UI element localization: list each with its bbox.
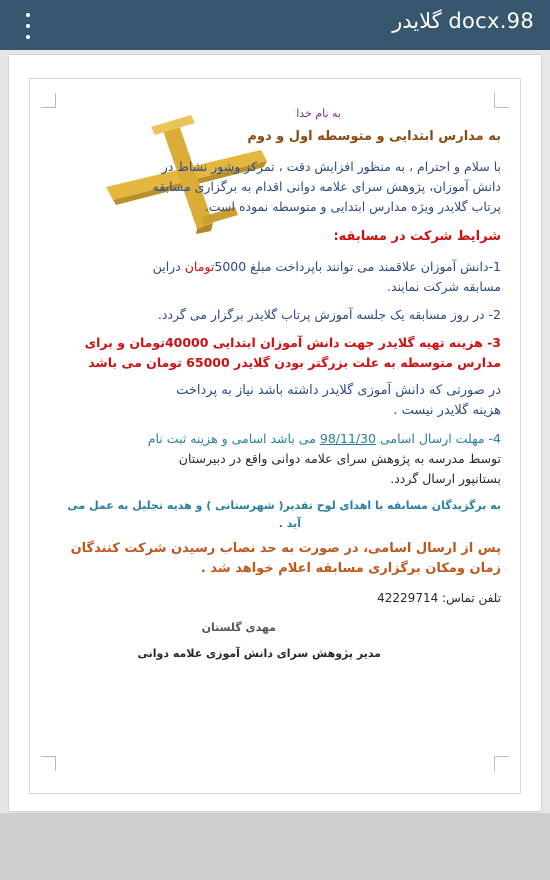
- deadline-date: 98/11/30: [319, 431, 377, 446]
- intro-line: دانش آموزان، پژوهش سرای علامه دوانی اقدام به برگزاری مسابقه: [152, 179, 501, 194]
- letter-recipient: به مدارس ابتدایی و متوسطه اول و دوم: [247, 129, 501, 144]
- condition-text: 4- مهلت ارسال اسامی: [376, 431, 501, 446]
- award-line: به برگزیدگان مسابقه با اهدای لوح تقدیر( شهرستانی ) و هدیه تجلیل به عمل می: [67, 499, 501, 512]
- intro-line: پرتاب گلایدر ویژه مدارس ابتدایی و متوسطه نموده است.: [204, 199, 501, 214]
- overflow-menu-icon[interactable]: [18, 13, 38, 39]
- app-bar: [0, 0, 550, 50]
- condition-item-2: 2- در روز مسابقه یک جلسه آموزش پرتاب گلایدر برگزار می گردد.: [157, 307, 501, 322]
- note-line: در صورتی که دانش آموزی گلایدر داشته باشد نیاز به پرداخت: [176, 383, 501, 398]
- document-viewer[interactable]: [0, 50, 550, 813]
- letter-header: به نام خدا: [296, 107, 341, 120]
- condition-item-4: [148, 431, 501, 446]
- condition-text: دراین: [152, 259, 185, 274]
- intro-line: با سلام و احترام ، به منظور افزایش دقت ، تمرکز وشور نشاط در: [161, 159, 501, 174]
- condition-item-3-cont: مدارس متوسطه به علت بزرگتر بودن گلایدر 65000 تومان می باشد: [88, 355, 501, 370]
- contact-phone: تلفن تماس: 42229714: [377, 591, 501, 605]
- conditions-title: شرایط شرکت در مسابقه:: [333, 229, 501, 244]
- document-page: [9, 55, 541, 811]
- condition-item-3: 3- هزینه تهیه گلایدر جهت دانش آموزان ابتدایی 40000تومان و برای: [84, 335, 501, 350]
- page-corner-mark: [494, 93, 509, 108]
- signer-title: مدیر پژوهش سرای دانش آموزی علامه دوانی: [137, 647, 381, 660]
- condition-highlight: تومان: [184, 259, 215, 274]
- page-corner-mark: [41, 93, 56, 108]
- condition-text: 1-دانش آموزان علاقمند می توانند باپرداخت مبلغ 5000: [214, 259, 501, 274]
- condition-item-4-cont: توسط مدرسه به پژوهش سرای علامه دوانی واقع در دبیرستان: [178, 451, 501, 466]
- condition-item-1: [153, 259, 501, 274]
- note-line: هزینه گلایدر نیست .: [393, 403, 501, 418]
- condition-item-4-cont: بستانپور ارسال گردد.: [390, 471, 501, 486]
- final-note: پس از ارسال اسامی، در صورت به حد نصاب رسیدن شرکت کنندگان: [70, 541, 501, 556]
- bottom-bar: [0, 813, 550, 880]
- document-title: گلایدر docx.98: [392, 9, 534, 33]
- condition-text: می باشد اسامی و هزینه ثبت نام: [147, 431, 320, 446]
- final-note: زمان ومکان برگزاری مسابقه اعلام خواهد شد .: [200, 561, 501, 576]
- signer-name: مهدی گلستان: [201, 621, 276, 634]
- page-corner-mark: [494, 756, 509, 771]
- page-corner-mark: [41, 756, 56, 771]
- condition-item-1-cont: مسابقه شرکت نمایند.: [386, 279, 501, 294]
- award-line: آید .: [278, 517, 301, 530]
